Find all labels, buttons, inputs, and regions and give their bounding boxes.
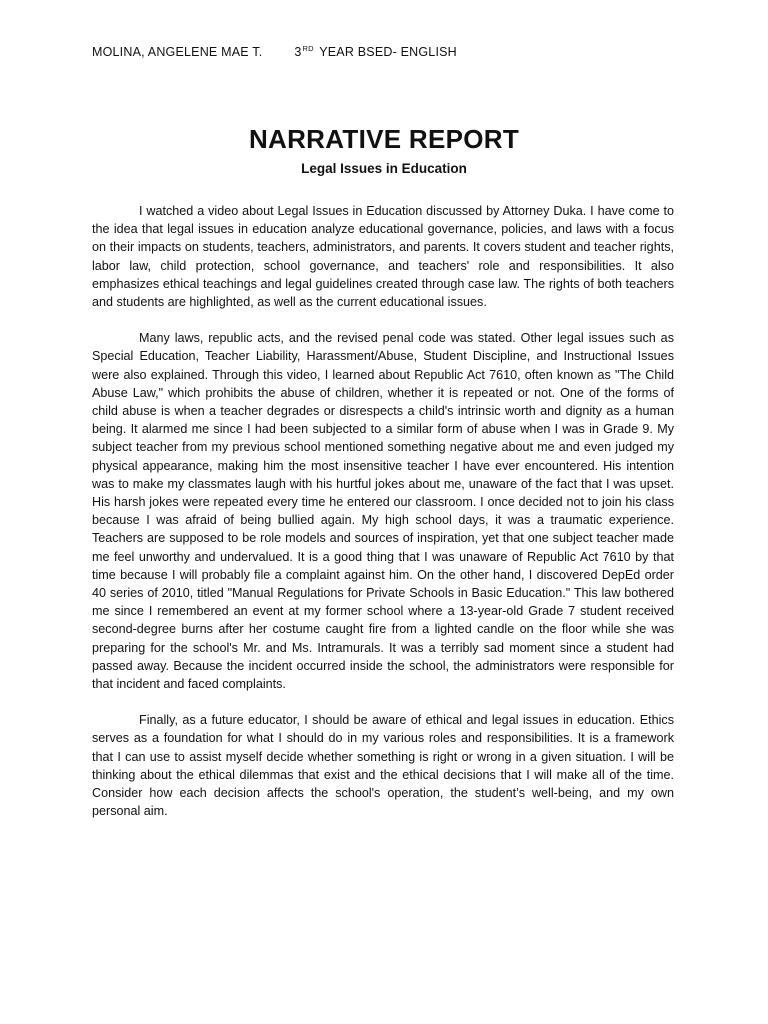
year-suffix: RD bbox=[302, 44, 314, 53]
paragraph-1: I watched a video about Legal Issues in Education discussed by Attorney Duka. I have come to the idea that legal issues in education analyze educational governance, policies, and laws with a focus on their impacts on students, teachers, administrators, and parents. It covers student and teacher rights, labor law, child protection, school governance, and teachers' role and responsibilities. It also emphasizes ethical teachings and legal guidelines created through case law. The rights of both teachers and students are highlighted, as well as the current educational issues. bbox=[92, 204, 674, 310]
author-header bbox=[92, 44, 457, 59]
course-label: YEAR BSED- ENGLISH bbox=[315, 45, 457, 59]
report-title: NARRATIVE REPORT bbox=[248, 124, 520, 154]
paragraph-3: Finally, as a future educator, I should be aware of ethical and legal issues in education. Ethics serves as a foundation for what I should do in my various roles and responsibilities. It is a framework that I can use to assist myself decide whether something is right or wrong in a given situation. I will be thinking about the ethical dilemmas that exist and the ethical decisions that I will make all of the time. Consider how each decision affects the school's operation, the student’s well-being, and my own personal aim. bbox=[92, 713, 674, 819]
author-name: MOLINA, ANGELENE MAE T. bbox=[92, 45, 263, 59]
year-number: 3 bbox=[294, 45, 302, 59]
paragraph-2: Many laws, republic acts, and the revised penal code was stated. Other legal issues such as Special Education, Teacher Liability, Harassment/Abuse, Student Discipline, and Instructional Issues were also explained. Through this video, I learned about Republic Act 7610, often known as "The Child Abuse Law," which prohibits the abuse of children, whether it is repeated or not. One of the forms of child abuse is when a teacher degrades or disrespects a child's intrinsic worth and dignity as a human being. It alarmed me since I had been subjected to a similar form of abuse when I was in Grade 9. My subject teacher from my previous school mentioned something negative about me and even judged my physical appearance, making him the most insensitive teacher I have ever encountered. His intention was to make my classmates laugh with his hurtful jokes about me, unaware of the fact that I was upset. His harsh jokes were repeated every time he entered our classroom. I once decided not to join his class because I was afraid of being bullied again. My high school days, it was a traumatic experience. Teachers are supposed to be role models and sources of inspiration, yet that one subject teacher made me feel unworthy and undervalued. It is a good thing that I was unaware of Republic Act 7610 by that time because I will probably file a complaint against him. On the other hand, I discovered DepEd order 40 series of 2010, titled "Manual Regulations for Private Schools in Basic Education." This law bothered me since I remembered an event at my former school where a 13-year-old Grade 7 student received second-degree burns after her costume caught fire from a lighted candle on the floor while she was preparing for the school's Mr. and Ms. Intramurals. It was a terribly sad moment since a student had passed away. Because the incident occurred inside the school, the administrators were responsible for that incident and faced complaints. bbox=[92, 331, 674, 692]
report-body bbox=[92, 202, 674, 839]
report-subtitle: Legal Issues in Education bbox=[301, 161, 467, 176]
